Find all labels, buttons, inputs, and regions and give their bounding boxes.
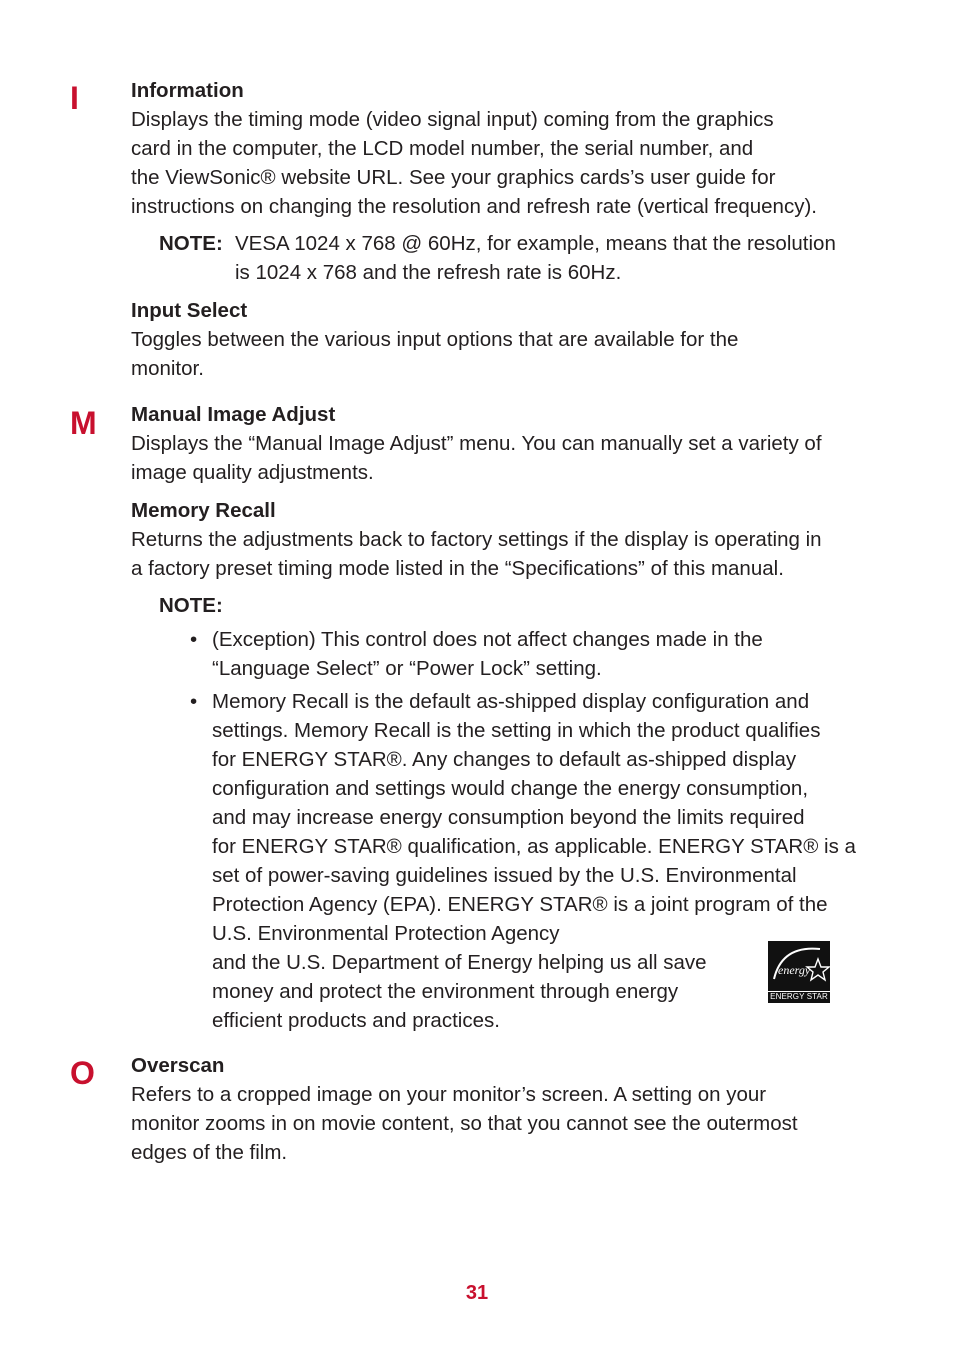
- manual-image-adjust-line-2: image quality adjustments.: [131, 461, 374, 484]
- input-select-line-1: Toggles between the various input options that are available for the: [131, 328, 739, 351]
- information-note-line-2: is 1024 x 768 and the refresh rate is 60Hz.: [235, 261, 622, 284]
- memory-recall-term: Memory Recall: [131, 499, 276, 522]
- bullet2-line-3: for ENERGY STAR®. Any changes to default as-shipped display: [212, 748, 797, 771]
- input-select-line-2: monitor.: [131, 357, 204, 380]
- bullet2-line-10: and the U.S. Department of Energy helping us all save: [212, 951, 707, 974]
- list-item: [190, 625, 880, 685]
- bullet2-line-6: for ENERGY STAR® qualification, as applicable. ENERGY STAR® is a: [212, 835, 856, 858]
- input-select-entry: [131, 297, 891, 383]
- section-letter-o: O: [70, 1055, 95, 1091]
- bullet2-line-12: efficient products and practices.: [212, 1009, 500, 1032]
- note-label: NOTE:: [159, 594, 223, 617]
- information-line-2: card in the computer, the LCD model number, the serial number, and: [131, 137, 754, 160]
- information-line-1: Displays the timing mode (video signal input) coming from the graphics: [131, 108, 774, 131]
- manual-image-adjust-line-1: Displays the “Manual Image Adjust” menu. You can manually set a variety of: [131, 432, 822, 455]
- memory-recall-line-1: Returns the adjustments back to factory settings if the display is operating in: [131, 528, 822, 551]
- manual-image-adjust-entry: [131, 401, 891, 487]
- overscan-term: Overscan: [131, 1054, 225, 1077]
- section-letter-m: M: [70, 405, 97, 441]
- information-note-line-1: VESA 1024 x 768 @ 60Hz, for example, means that the resolution: [235, 232, 836, 255]
- energy-star-caption: ENERGY STAR: [768, 991, 830, 1002]
- overscan-line-1: Refers to a cropped image on your monitor’s screen. A setting on your: [131, 1083, 767, 1106]
- bullet1-line-2: “Language Select” or “Power Lock” setting.: [212, 657, 602, 680]
- bullet2-line-9: U.S. Environmental Protection Agency: [212, 922, 560, 945]
- bullet-mark: •: [190, 628, 198, 651]
- overscan-line-2: monitor zooms in on movie content, so that you cannot see the outermost: [131, 1112, 798, 1135]
- memory-recall-line-2: a factory preset timing mode listed in the “Specifications” of this manual.: [131, 557, 784, 580]
- energy-script: energy: [778, 963, 811, 977]
- manual-image-adjust-term: Manual Image Adjust: [131, 403, 336, 426]
- input-select-term: Input Select: [131, 299, 248, 322]
- information-note: [159, 229, 889, 289]
- energy-star-logo: [768, 941, 830, 1003]
- bullet2-line-1: Memory Recall is the default as-shipped display configuration and: [212, 690, 810, 713]
- overscan-entry: [131, 1052, 891, 1167]
- information-entry: [131, 77, 891, 221]
- page-number: 31: [465, 1282, 489, 1304]
- bullet2-line-2: settings. Memory Recall is the setting in which the product qualifies: [212, 719, 821, 742]
- energy-star-icon: [768, 941, 830, 991]
- section-letter-i: I: [70, 80, 79, 116]
- information-line-4: instructions on changing the resolution and refresh rate (vertical frequency).: [131, 195, 817, 218]
- bullet1-line-1: (Exception) This control does not affect changes made in the: [212, 628, 763, 651]
- information-line-3: the ViewSonic® website URL. See your graphics cards’s user guide for: [131, 166, 776, 189]
- bullet2-line-7: set of power-saving guidelines issued by the U.S. Environmental: [212, 864, 797, 887]
- bullet2-line-5: and may increase energy consumption beyond the limits required: [212, 806, 805, 829]
- memory-recall-note: [159, 591, 889, 621]
- note-label: NOTE:: [159, 232, 223, 255]
- overscan-line-3: edges of the film.: [131, 1141, 288, 1164]
- bullet2-line-8: Protection Agency (EPA). ENERGY STAR® is a joint program of the: [212, 893, 828, 916]
- information-term: Information: [131, 79, 244, 102]
- memory-recall-entry: [131, 497, 891, 583]
- bullet2-line-11: money and protect the environment through energy: [212, 980, 679, 1003]
- bullet-mark: •: [190, 690, 198, 713]
- bullet2-line-4: configuration and settings would change the energy consumption,: [212, 777, 809, 800]
